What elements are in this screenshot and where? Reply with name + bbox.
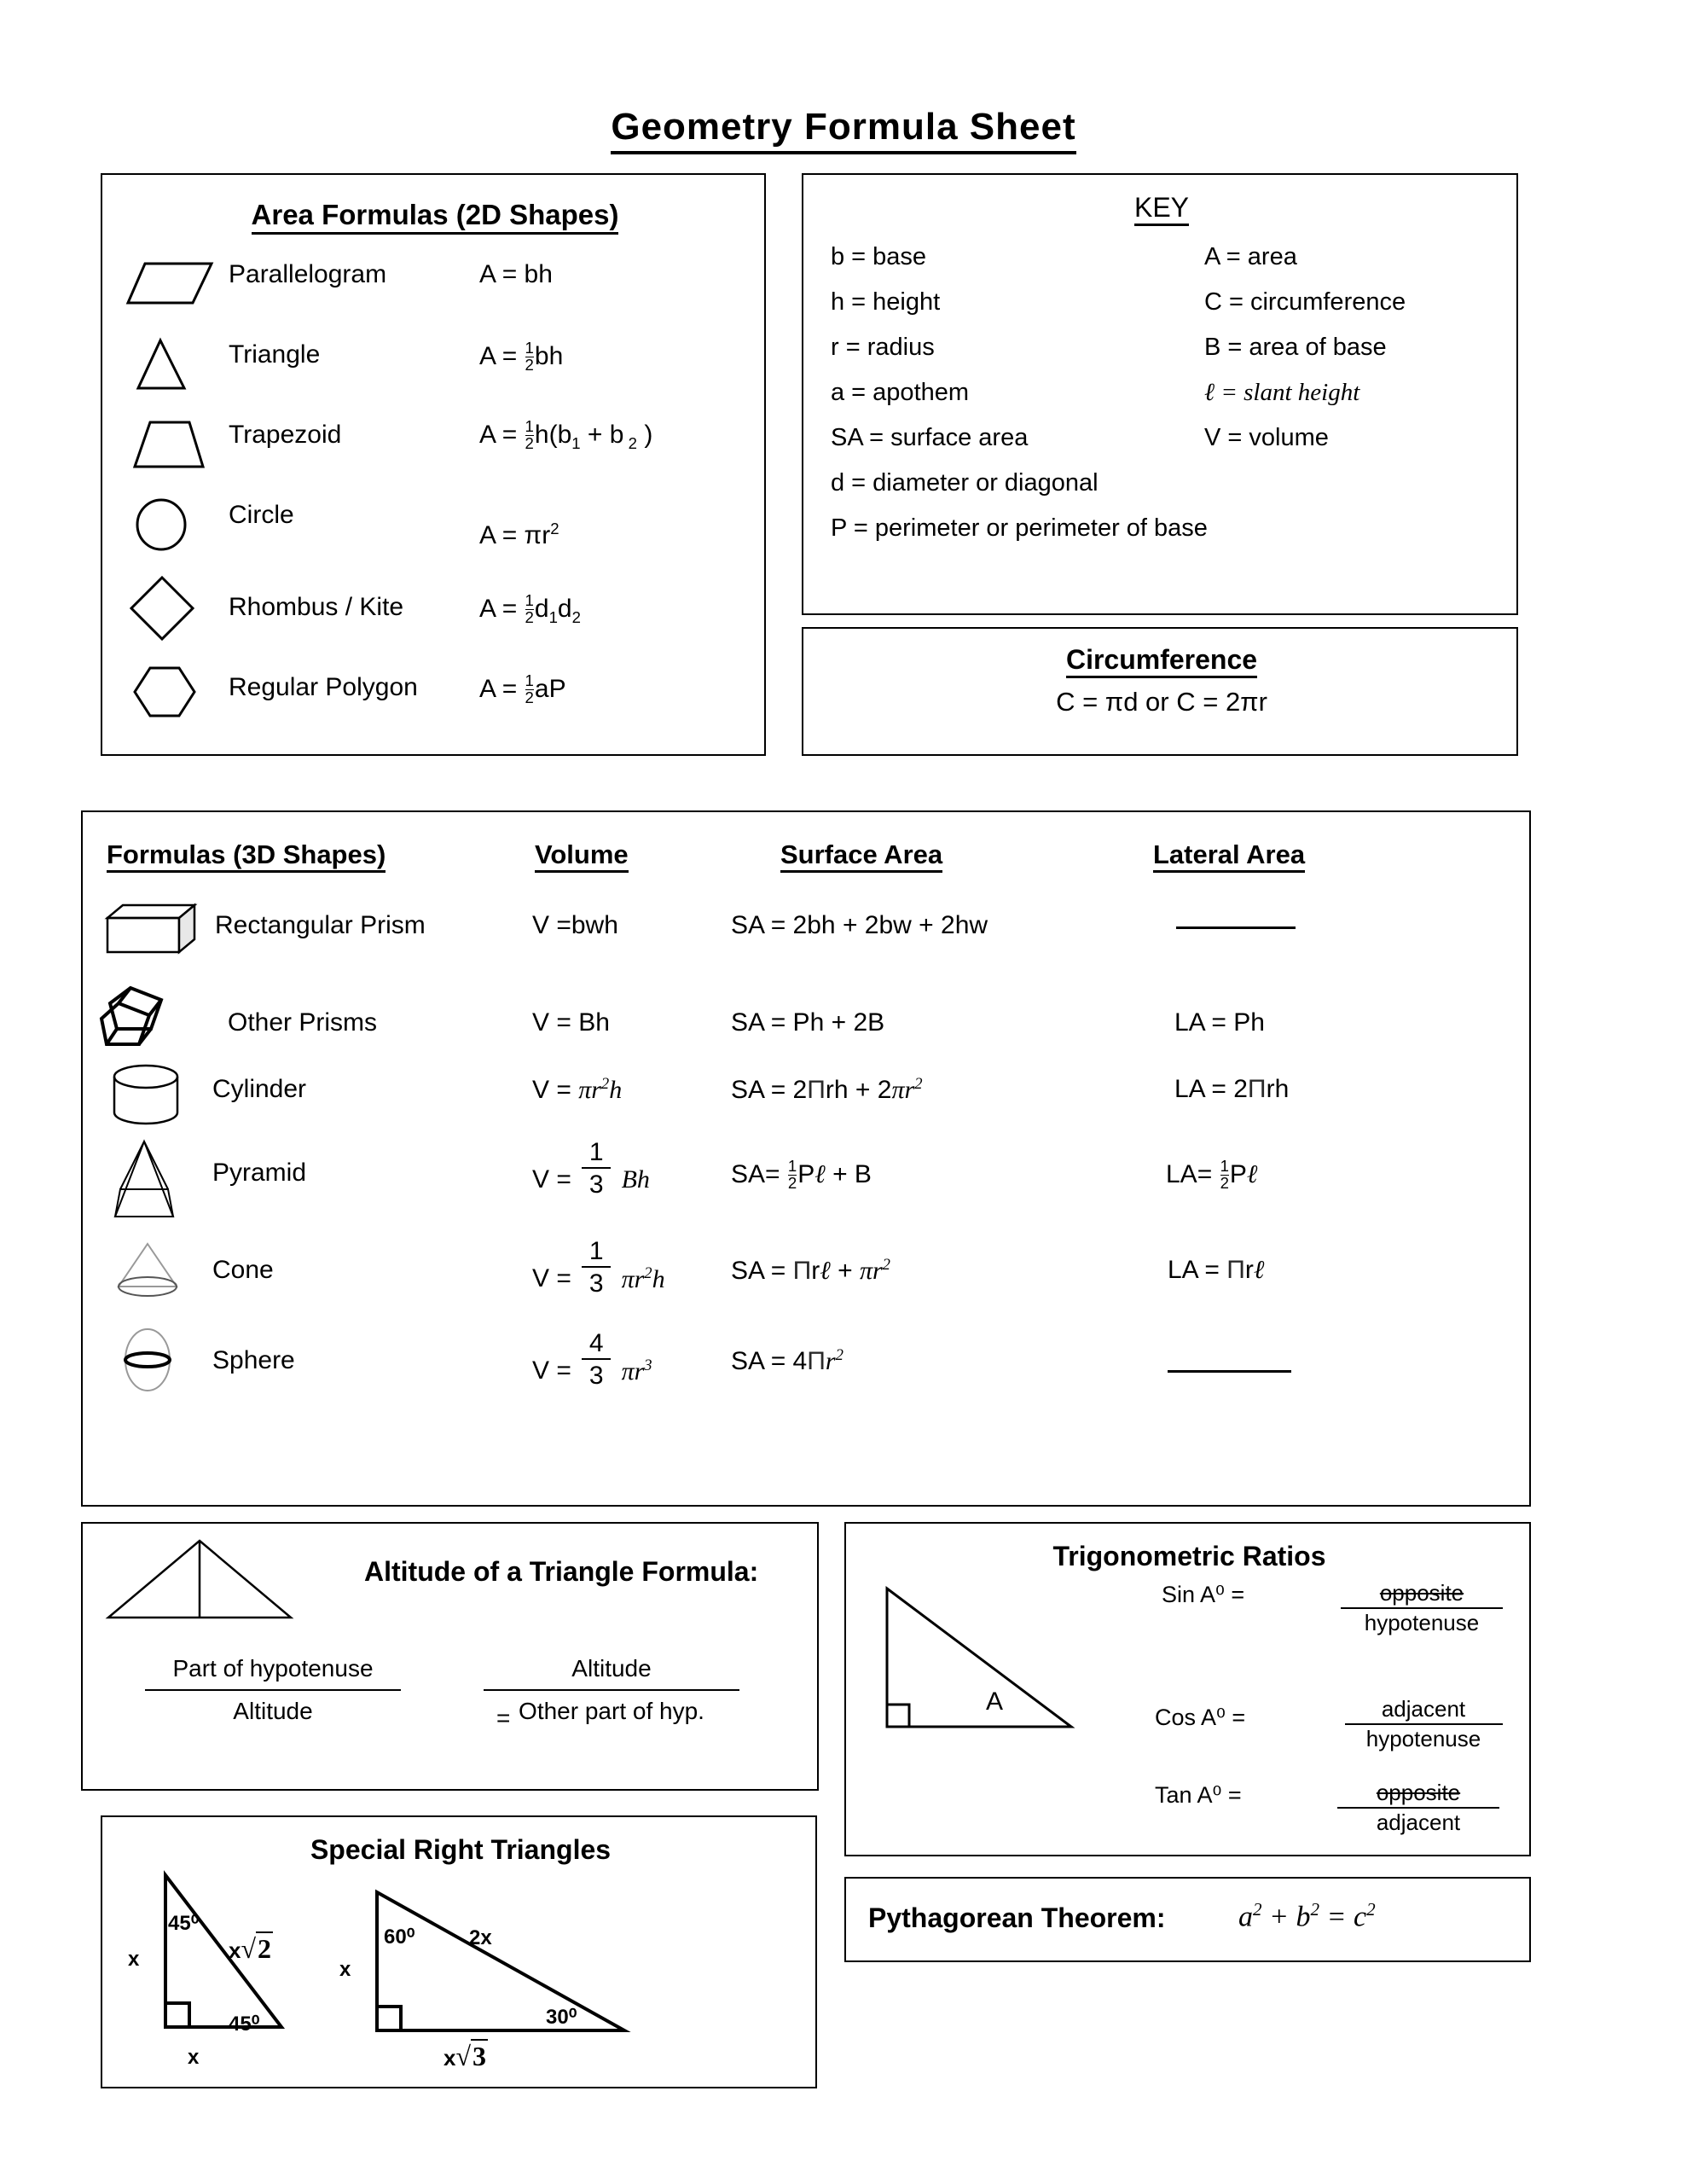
tan-ratio (1329, 1780, 1508, 1836)
angle-60-top: 60⁰ (384, 1926, 415, 1949)
col-heading-lateral-area: Lateral Area (1153, 839, 1305, 870)
area-row-formula: A = $\frac{1}{2}$ $h(b_1 + b$ $_2$ ) (479, 417, 653, 453)
circle-icon (126, 497, 220, 552)
area-row-formula: A = $\frac{1}{2}$ aP (479, 671, 566, 706)
cos-label: Cos A⁰ = (1155, 1705, 1246, 1730)
area-formulas-heading: Area Formulas (2D Shapes) (102, 199, 768, 231)
area-row-formula: A = $\frac{1}{2}$ bh (479, 339, 564, 374)
rectangular-prism-icon (104, 901, 198, 974)
angle-45-bottom: 45⁰ (229, 2013, 260, 2036)
area-row-formula: A = $\frac{1}{2}$ $d_1d_2$ (479, 591, 581, 627)
pythagorean-label: Pythagorean Theorem: (868, 1902, 1166, 1933)
fraction-denominator: Other part of hyp. (519, 1698, 704, 1724)
ratio-denominator: adjacent (1376, 1809, 1461, 1835)
key-item: ℓ = slant height (1204, 379, 1360, 406)
volume-formula: $V = \pi r^2h$ (532, 1075, 623, 1104)
leg-horizontal-x-sqrt3: x√3 (443, 2041, 487, 2071)
lateral-area-formula: LA = Πrℓ (1168, 1256, 1265, 1284)
equals-sign: = (496, 1705, 511, 1731)
volume-formula: V = $\frac{1}{3}$ $\pi r^2h$ (532, 1237, 665, 1298)
leg-vertical-x: x (128, 1948, 140, 1971)
angle-30-bottom: 30⁰ (546, 2006, 577, 2029)
circumference-panel (802, 627, 1518, 756)
circumference-heading: Circumference (803, 644, 1520, 676)
special-right-triangles-heading: Special Right Triangles (310, 1834, 612, 1865)
special-right-triangles-panel (101, 1815, 817, 2088)
ratio-numerator: adjacent (1381, 1696, 1466, 1722)
pythagorean-formula: $a^2 + b^2 = c^2$ (1238, 1899, 1376, 1933)
lateral-area-formula: LA= $\frac{1}{2}$ Pℓ (1166, 1157, 1258, 1192)
key-item: h = height (831, 288, 941, 316)
altitude-heading: Altitude of a Triangle Formula: (364, 1556, 759, 1587)
surface-area-formula: SA = Ph + 2B (731, 1008, 885, 1037)
key-heading: KEY (803, 192, 1520, 224)
surface-area-formula: SA = 2bh + 2bw + 2hw (731, 911, 988, 939)
area-row-label: Triangle (229, 340, 321, 369)
pentagonal-prism-icon (101, 983, 195, 1056)
key-panel (802, 173, 1518, 615)
trigonometry-heading: Trigonometric Ratios (1052, 1541, 1326, 1571)
key-item: P = perimeter or perimeter of base (831, 514, 1208, 542)
page-title-text: Geometry Formula Sheet (611, 106, 1075, 154)
surface-area-formula: SA = $2\Pi rh + 2\pi r^2$ (731, 1075, 923, 1104)
formulas-3d-panel (81, 810, 1531, 1507)
lateral-area-formula: LA = Ph (1174, 1008, 1265, 1037)
right-triangle-diagram (875, 1580, 1097, 1751)
ratio-numerator: opposite (1376, 1780, 1461, 1805)
hexagon-icon (126, 665, 220, 719)
fraction-denominator: Altitude (233, 1698, 313, 1724)
sin-label: Sin A⁰ = (1162, 1582, 1245, 1607)
altitude-panel (81, 1522, 819, 1791)
lateral-area-dash (1176, 926, 1296, 929)
volume-formula: V =bwh (532, 911, 618, 939)
key-item: SA = surface area (831, 424, 1029, 451)
tan-label: Tan A⁰ = (1155, 1782, 1242, 1808)
ratio-denominator: hypotenuse (1364, 1610, 1480, 1635)
cos-ratio (1334, 1696, 1513, 1752)
key-item: B = area of base (1204, 334, 1387, 361)
area-row-label: Parallelogram (229, 260, 387, 288)
shape-label: Rectangular Prism (215, 911, 426, 939)
area-row-formula: A = bh (479, 260, 553, 288)
key-item: b = base (831, 243, 927, 270)
area-row-label: Regular Polygon (229, 673, 418, 701)
surface-area-formula: SA = Πrℓ + $\pi r^2$ (731, 1256, 890, 1285)
cylinder-icon (108, 1061, 202, 1135)
surface-area-formula: SA = $4\Pi r^2$ (731, 1346, 844, 1375)
key-item: d = diameter or diagonal (831, 469, 1099, 497)
area-row-formula: $A = \pi r^2$ (479, 520, 559, 549)
shape-label: Cylinder (212, 1075, 307, 1103)
area-row-label: Trapezoid (229, 421, 342, 449)
shape-label: Cone (212, 1256, 274, 1284)
altitude-right-fraction (441, 1655, 782, 1725)
rhombus-icon (126, 576, 220, 630)
key-item: C = circumference (1204, 288, 1406, 316)
fraction-numerator: Part of hypotenuse (172, 1655, 374, 1682)
col-heading-surface-area: Surface Area (780, 839, 942, 870)
area-row-label: Circle (229, 501, 294, 529)
key-item: A = area (1204, 243, 1297, 270)
ratio-numerator: opposite (1379, 1580, 1464, 1606)
triangle-30-60-90-diagram (358, 1885, 648, 2056)
key-column-left (831, 235, 1208, 551)
pythagorean-panel (844, 1877, 1531, 1962)
sphere-icon (110, 1326, 204, 1399)
key-item: a = apothem (831, 379, 970, 406)
key-item: V = volume (1204, 424, 1329, 451)
trapezoid-icon (126, 417, 220, 472)
lateral-area-formula: LA = 2Πrh (1174, 1075, 1290, 1103)
shape-label: Pyramid (212, 1159, 307, 1187)
volume-formula: V = $\frac{1}{3}$ Bh (532, 1138, 650, 1199)
key-column-right (1204, 235, 1406, 461)
pyramid-icon (110, 1138, 204, 1211)
sin-ratio (1332, 1580, 1511, 1636)
parallelogram-icon (126, 257, 220, 311)
area-formulas-panel (101, 173, 766, 756)
leg-vertical-x: x (339, 1958, 351, 1981)
circumference-formula: C = πd or C = 2πr (1056, 687, 1267, 717)
cone-icon (110, 1239, 204, 1312)
col-heading-volume: Volume (535, 839, 629, 870)
volume-formula: V = Bh (532, 1008, 610, 1037)
altitude-left-fraction (107, 1655, 439, 1725)
shape-label: Sphere (212, 1346, 295, 1374)
fraction-numerator: Altitude (571, 1655, 652, 1682)
shape-label: Other Prisms (228, 1008, 378, 1037)
key-item: r = radius (831, 334, 935, 361)
lateral-area-dash (1168, 1370, 1291, 1373)
hypotenuse-x-sqrt2: x√2 (229, 1933, 272, 1964)
hypotenuse-2x: 2x (469, 1926, 492, 1949)
area-row-label: Rhombus / Kite (229, 593, 404, 621)
volume-formula: V = $\frac{4}{3}$ $\pi r^3$ (532, 1329, 652, 1390)
surface-area-formula: SA= $\frac{1}{2}$ Pℓ + B (731, 1157, 872, 1192)
col-heading-shapes: Formulas (3D Shapes) (107, 839, 386, 870)
page-title (0, 106, 1687, 148)
ratio-denominator: hypotenuse (1365, 1726, 1481, 1751)
triangle-icon (126, 337, 220, 392)
leg-horizontal-x: x (188, 2046, 200, 2069)
trigonometry-panel (844, 1522, 1531, 1856)
angle-45-top: 45⁰ (168, 1912, 200, 1935)
altitude-triangle-diagram (101, 1536, 306, 1629)
svg-text:A: A (986, 1687, 1004, 1716)
